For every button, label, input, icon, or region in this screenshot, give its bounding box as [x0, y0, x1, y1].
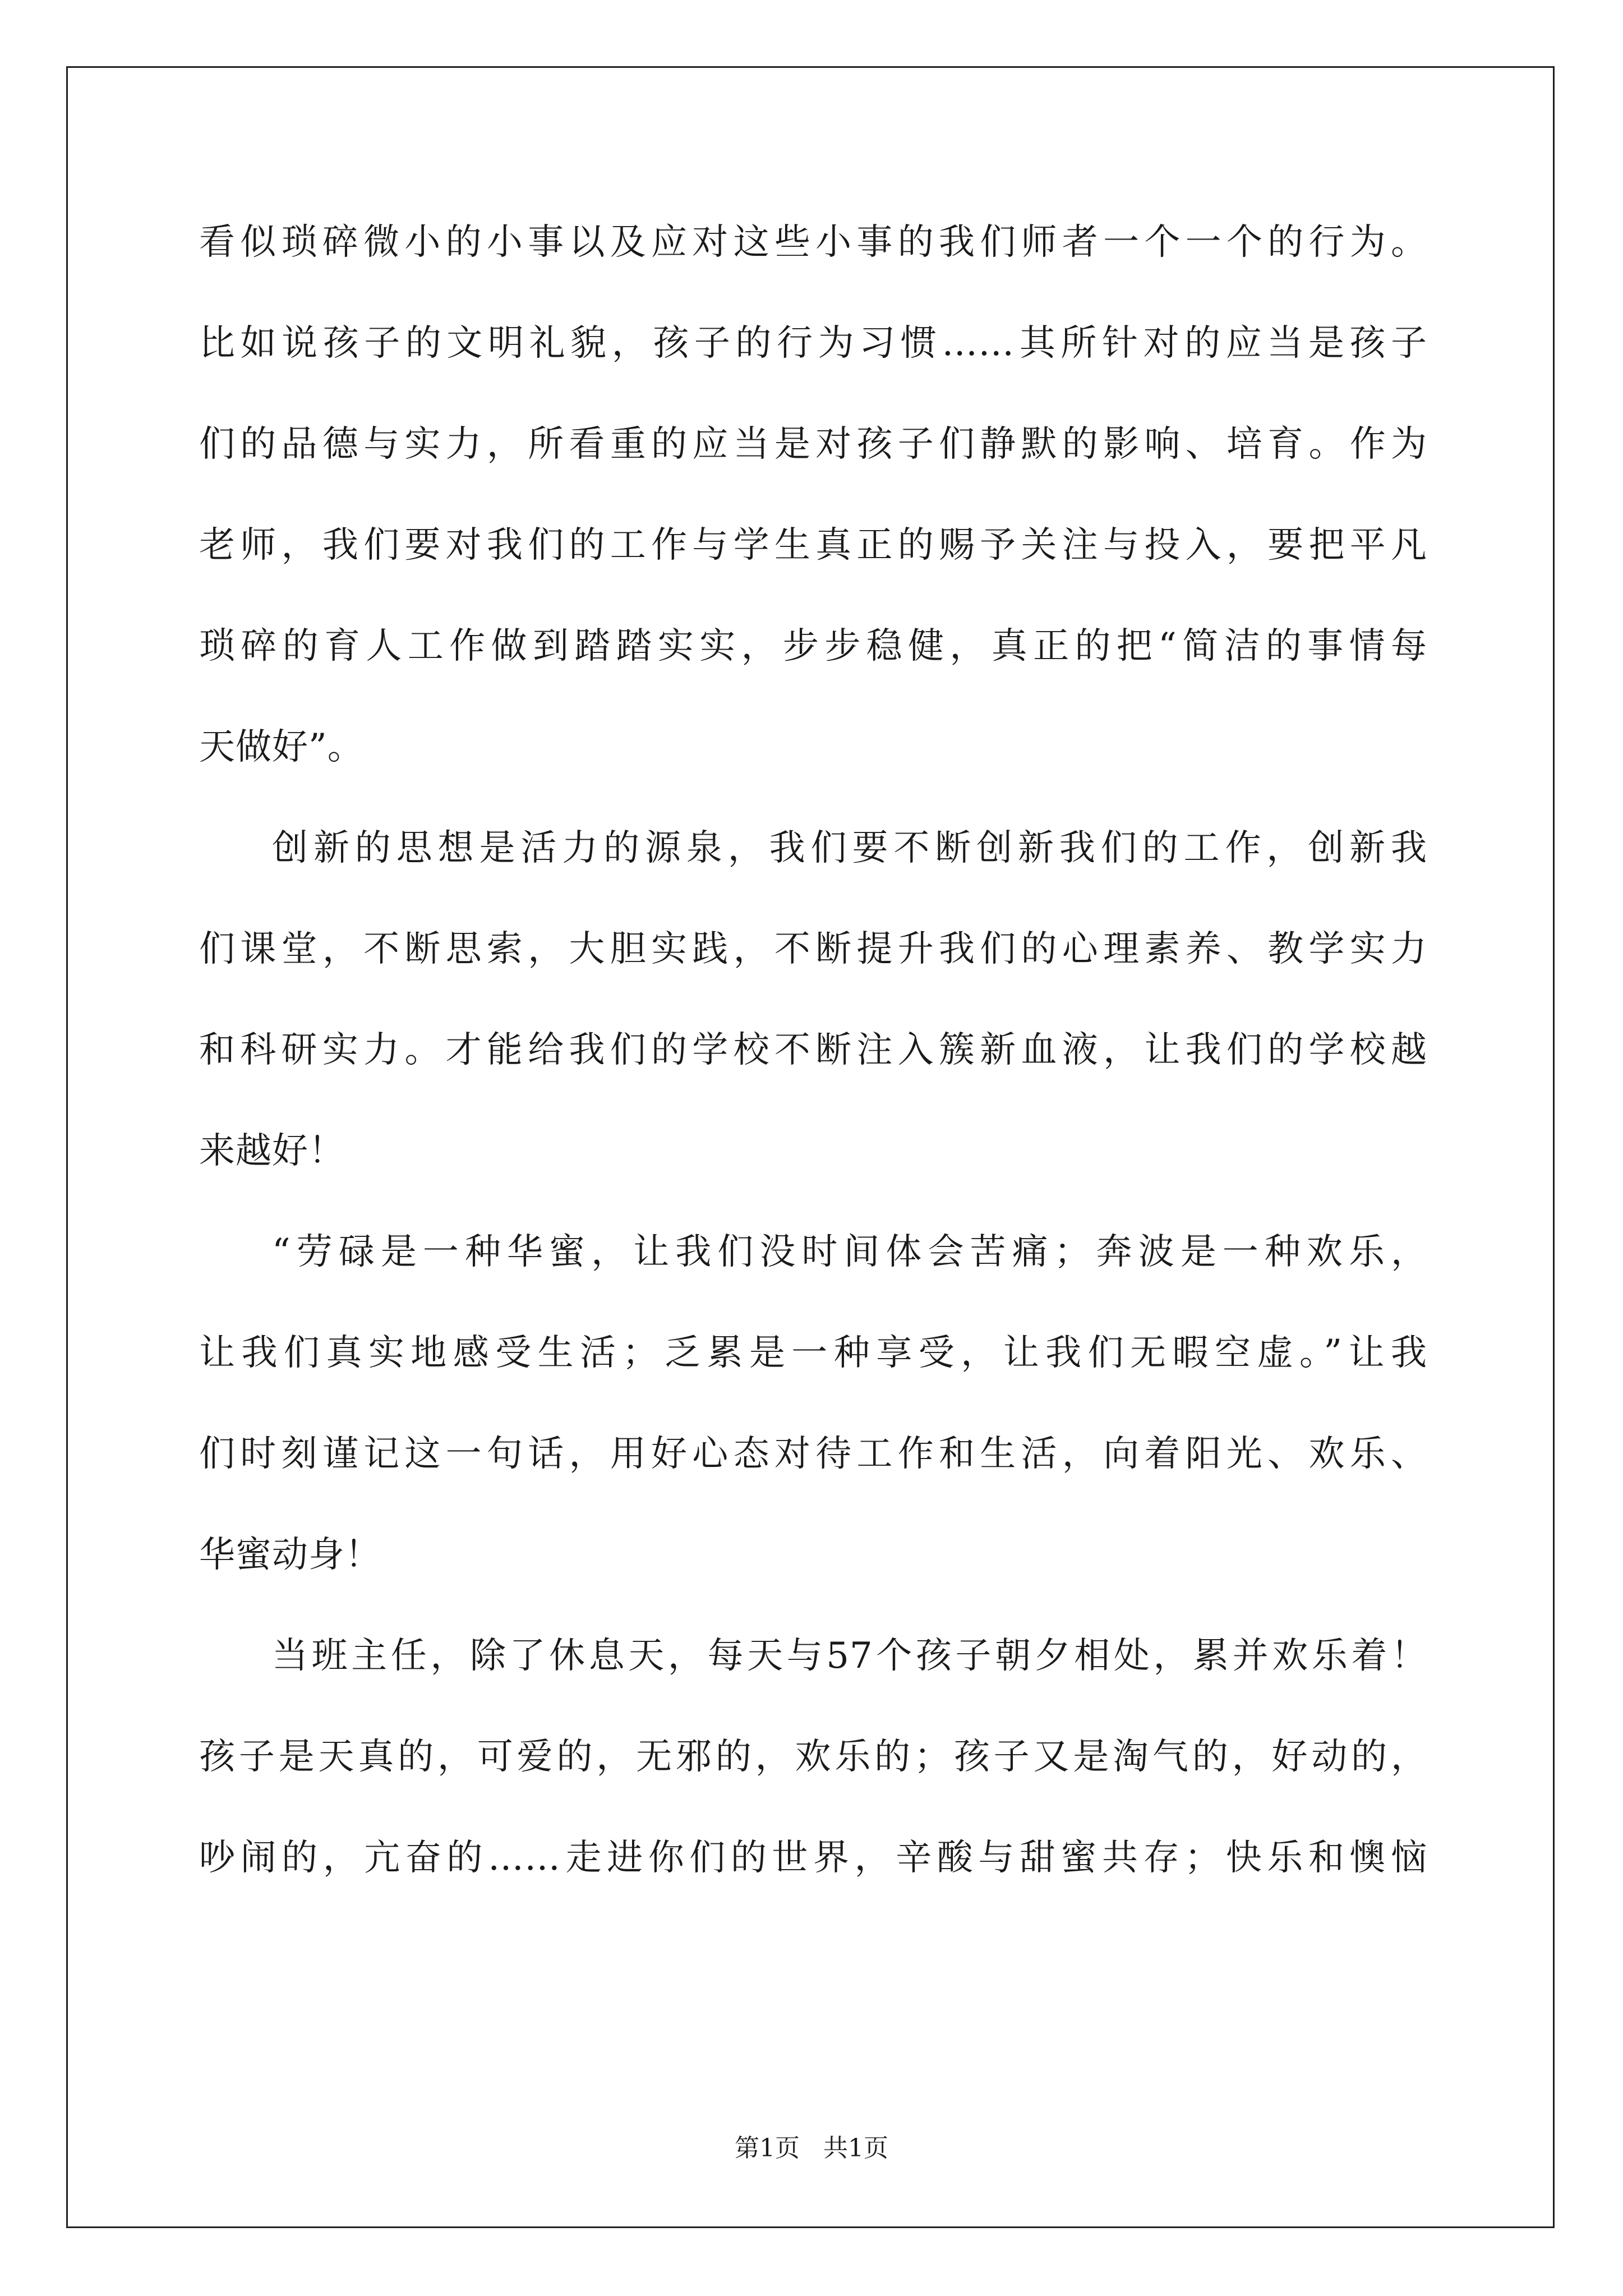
text-line: 让我们真实地感受生活；乏累是一种享受，让我们无暇空虚。”让我 — [199, 1332, 1427, 1374]
text-line: 老师，我们要对我们的工作与学生真正的赐予关注与投入，要把平凡 — [199, 524, 1427, 566]
text-line: 们时刻谨记这一句话，用好心态对待工作和生活，向着阳光、欢乐、 — [199, 1433, 1427, 1475]
document-body — [199, 209, 1427, 1925]
page-total: 共1页 — [823, 2134, 888, 2162]
text-line: 琐碎的育人工作做到踏踏实实，步步稳健，真正的把“简洁的事情每 — [199, 625, 1427, 667]
text-line: 看似琐碎微小的小事以及应对这些小事的我们师者一个一个的行为。 — [199, 222, 1427, 263]
text-line: 们的品德与实力，所看重的应当是对孩子们静默的影响、培育。作为 — [199, 424, 1427, 465]
text-line: 孩子是天真的，可爱的，无邪的，欢乐的；孩子又是淘气的，好动的， — [199, 1736, 1427, 1778]
text-line: 吵闹的，亢奋的……走进你们的世界，辛酸与甜蜜共存；快乐和懊恼 — [199, 1837, 1427, 1879]
text-line: 天做好”。 — [199, 726, 364, 768]
page-footer — [0, 2132, 1623, 2165]
text-line: 当班主任，除了休息天，每天与57个孩子朝夕相处，累并欢乐着！ — [272, 1635, 1427, 1677]
text-line: 创新的思想是活力的源泉，我们要不断创新我们的工作，创新我 — [272, 827, 1427, 869]
page-number: 第1页 — [735, 2134, 800, 2162]
text-line: “劳碌是一种华蜜，让我们没时间体会苦痛；奔波是一种欢乐， — [272, 1231, 1427, 1273]
text-line: 和科研实力。才能给我们的学校不断注入簇新血液，让我们的学校越 — [199, 1029, 1427, 1071]
text-line: 比如说孩子的文明礼貌，孩子的行为习惯……其所针对的应当是孩子 — [199, 323, 1427, 364]
text-line: 们课堂，不断思索，大胆实践，不断提升我们的心理素养、教学实力 — [199, 928, 1427, 970]
text-line: 来越好！ — [199, 1130, 345, 1172]
text-line: 华蜜动身！ — [199, 1534, 381, 1576]
